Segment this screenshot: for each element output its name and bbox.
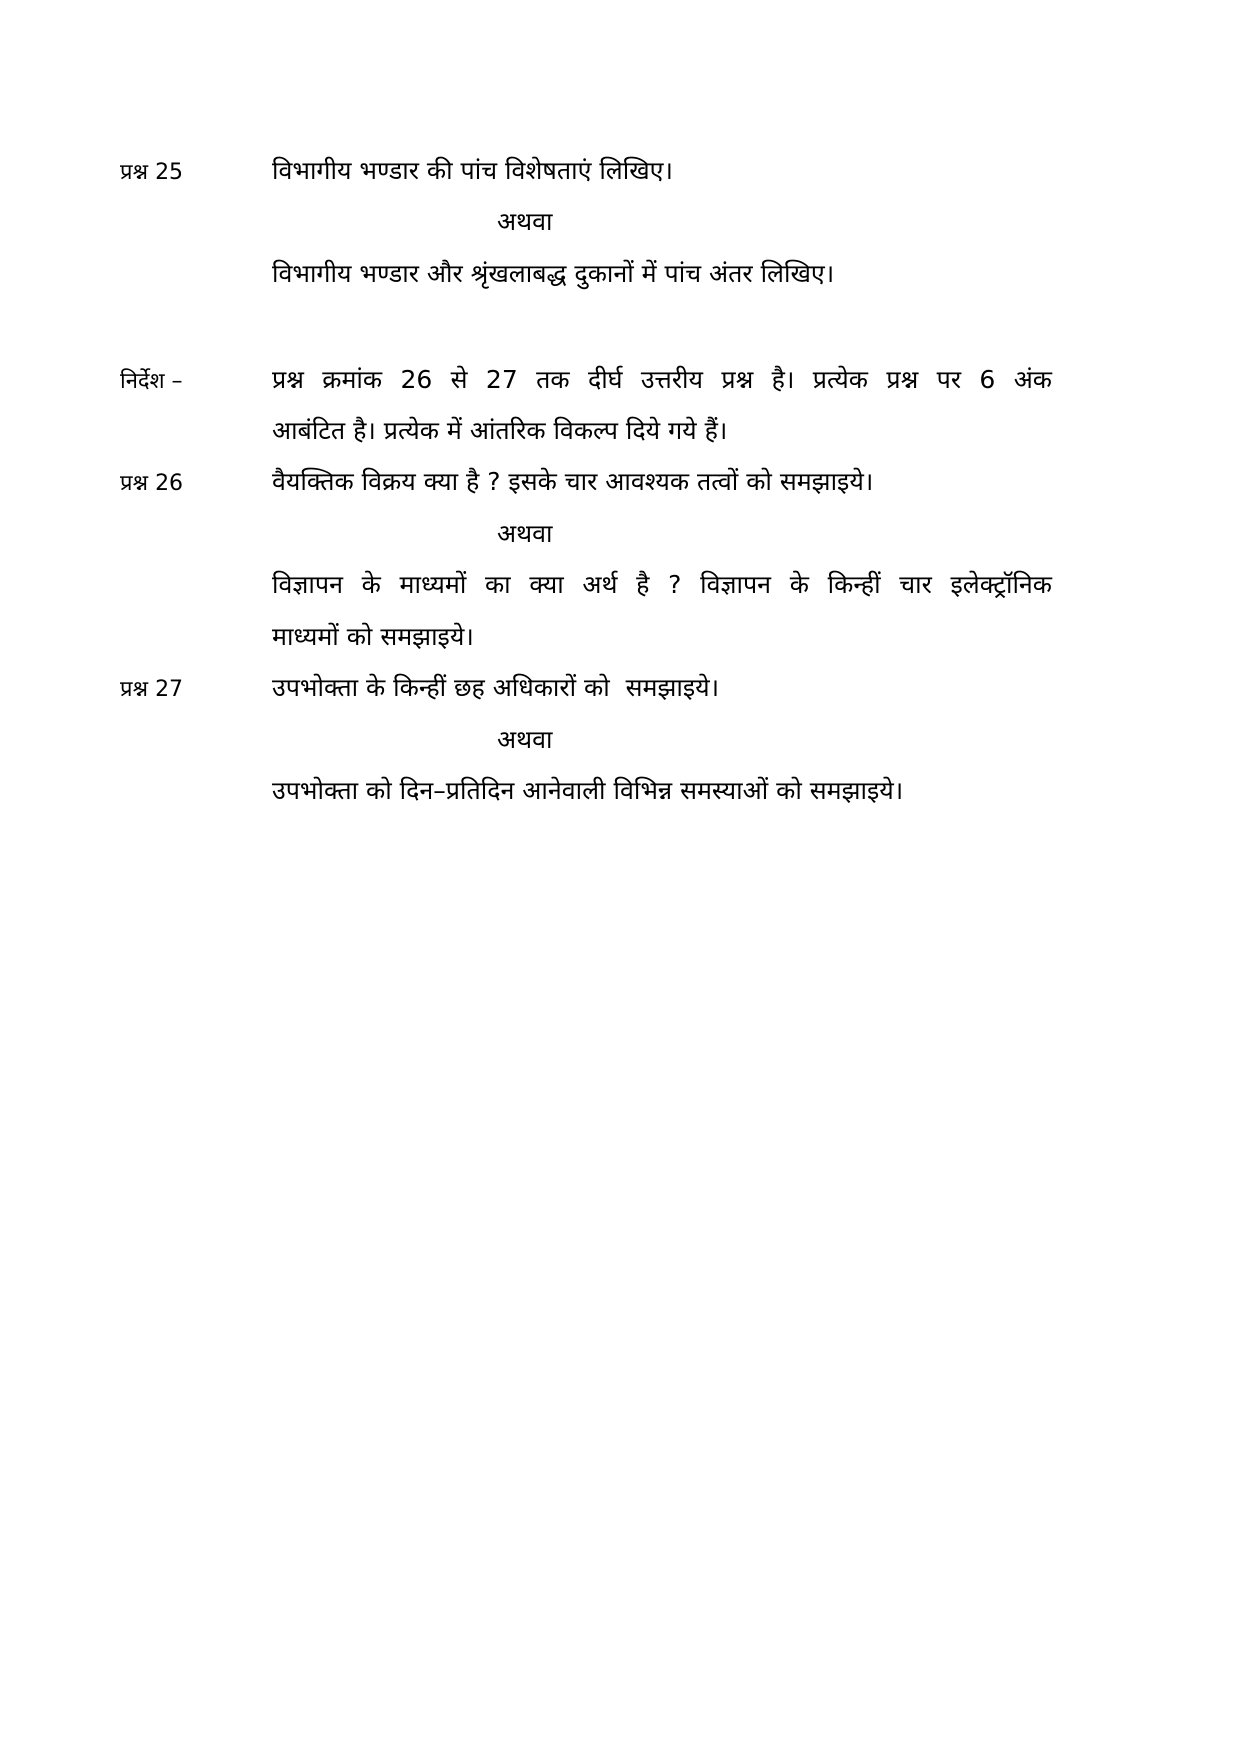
question-25-or: अथवा bbox=[497, 207, 553, 236]
question-25-text: विभागीय भण्डार की पांच विशेषताएं लिखिए। bbox=[272, 156, 673, 185]
question-27-text: उपभोक्ता के किन्हीं छह अधिकारों को समझाइये। bbox=[272, 673, 720, 702]
instruction-row-2 bbox=[0, 408, 1241, 462]
question-26-alt-line-1: विज्ञापन के माध्यमों का क्या अर्थ है ? विज्ञापन के किन्हीं चार इलेक्ट्रॉनिक bbox=[272, 570, 1052, 599]
question-26-row bbox=[0, 459, 1241, 513]
question-26-alt-row bbox=[0, 562, 1241, 616]
question-27-alt-row bbox=[0, 768, 1241, 822]
question-27-or: अथवा bbox=[497, 725, 553, 754]
question-27-alt-text: उपभोक्ता को दिन–प्रतिदिन आनेवाली विभिन्न समस्याओं को समझाइये। bbox=[272, 776, 904, 805]
question-26-text: वैयक्तिक विक्रय क्या है ? इसके चार आवश्यक तत्वों को समझाइये। bbox=[272, 467, 874, 496]
question-26-alt-line-2: माध्यमों को समझाइये। bbox=[272, 622, 474, 651]
question-25-or-row bbox=[0, 199, 1241, 253]
instruction-line-1: प्रश्न क्रमांक 26 से 27 तक दीर्घ उत्तरीय प्रश्न है। प्रत्येक प्रश्न पर 6 अंक bbox=[272, 365, 1052, 394]
question-26-label: प्रश्न 26 bbox=[120, 471, 184, 496]
question-26-or-row bbox=[0, 511, 1241, 565]
instruction-line-2: आबंटित है। प्रत्येक में आंतरिक विकल्प दिये गये हैं। bbox=[272, 416, 728, 445]
question-27-label: प्रश्न 27 bbox=[120, 677, 184, 702]
instruction-row bbox=[0, 357, 1241, 411]
question-26-or: अथवा bbox=[497, 519, 553, 548]
question-27-or-row bbox=[0, 717, 1241, 771]
question-25-label: प्रश्न 25 bbox=[120, 160, 184, 185]
question-25-alt-row bbox=[0, 251, 1241, 305]
instruction-label: निर्देश – bbox=[120, 369, 183, 394]
question-27-row bbox=[0, 665, 1241, 719]
question-26-alt-row-2 bbox=[0, 614, 1241, 668]
question-25-alt-text: विभागीय भण्डार और श्रृंखलाबद्ध दुकानों में पांच अंतर लिखिए। bbox=[272, 259, 835, 288]
question-25-row bbox=[0, 148, 1241, 202]
